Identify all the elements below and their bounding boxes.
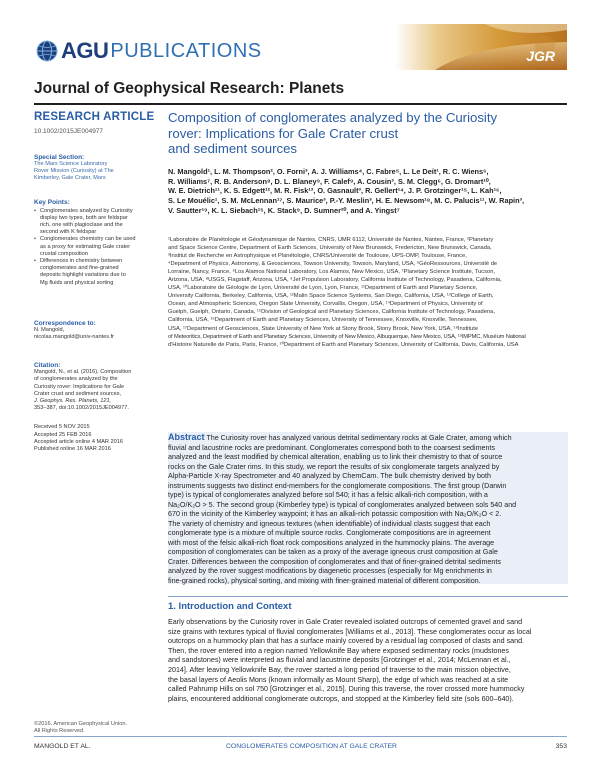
affiliation-line: USA, ¹⁰Laboratoire de Géologie de Lyon, Université de Lyon, Lyon, France, ¹¹Department of Earth and Planetary Science, [168,285,478,292]
affiliation-line: Ocean, and Atmospheric Sciences, Oregon State University, Corvallis, Oregon, USA, ¹⁴Department of Physics, University of [168,301,483,308]
agu-publications-logo [36,37,262,65]
globe-icon [36,40,58,62]
correspondence-heading: Correspondence to: [34,319,96,327]
affiliation-line: ¹Laboratoire de Planétologie et Géodynamique de Nantes, CNRS, UMR 6112, Université de Nantes, Nantes, France, ²Planetary [168,237,494,243]
key-point: • Conglomerates analyzed by Curiosity display two types, both are feldspar rich, one with plagioclase and the second with K feldspar [34,208,156,237]
abstract-line: rocks on the Gale Crater rims. In this study, we report the results of six conglomerate targets analyzed by [168,462,500,471]
author-line: R. Williams⁷, R. B. Anderson⁸, D. L. Blaney⁹, F. Calef⁹, A. Cousin³, S. M. Clegg⁶, G. Dromart¹⁰, [168,176,491,186]
correspondence [34,320,156,341]
abstract-line: Na₂O/K₂O > 5. The second group (Kimberley type) is typical of conglomerates analyzed between sols 540 and [168,500,517,509]
abstract-line: The variety of chemistry and igneous textures (when identifiable) of individual clasts suggest that each [168,519,491,528]
author-line: W. E. Dietrich¹¹, K. S. Edgett¹², M. R. Fisk¹³, O. Gasnault³, R. Gellert¹⁴, J. P. Grotzinger¹⁵, L. Kah¹⁶, [168,186,502,196]
page-number: 353 [555,743,567,750]
journal-title: Journal of Geophysical Research: Planets [34,80,345,97]
affiliation-line: of Meteoritics, Department of Earth and Planetary Sciences, University of New Mexico, Albuquerque, New Mexico, USA, ¹⁹IMPMC, Muséum National [168,333,526,340]
citation-line: Crater crust and sediment sources, [34,390,122,397]
body-line: size grains with textures typical of fluvial conglomerates [Williams et al., 2013]. These conglomerates occur as local [168,627,532,636]
correspondence-email[interactable]: nicolas.mangold@univ-nantes.fr [34,334,114,341]
citation-heading: Citation: [34,362,61,370]
affiliation-line: ⁴Department of Physics, Astronomy, & Geosciences, Towson University, Towson, Maryland, USA, ⁵GéoRessources, Université de [168,261,498,268]
article-type-label: RESEARCH ARTICLE [34,111,155,123]
copyright-line: All Rights Reserved. [34,728,85,735]
header-divider [34,103,567,105]
article-dates [34,424,156,453]
special-section-line[interactable]: Kimberley, Gale Crater, Mars [34,175,106,182]
key-points [34,199,156,287]
body-line: outcrops on a hummocky plain that has a surface mainly covered by a residual lag composed of clasts and sand. [168,637,525,646]
author-line: N. Mangold¹, L. M. Thompson², O. Forni³, A. J. Williams⁴, C. Fabre⁵, L. Le Deít¹, R. C. Wiens⁶, [168,167,489,176]
date-accepted: Accepted 25 FEB 2016 [34,431,92,438]
key-point: • Differences in chemistry between conglomerates and fine-grained deposits highlight variations due to Mg fluids and physical sorting [34,258,156,287]
logo-agu-text: AGU [61,38,109,63]
article-title [168,110,568,157]
affiliation-line: d'Histoire Naturelle de Paris, Paris, France, ²⁰Department of Earth and Planetary Sciences, University of California, Davis, California, USA [168,341,519,348]
abstract-line: with most of the felsic alkali-rich float rock compositions analyzed in the hummocky plains. The average [168,538,495,547]
body-line: the basal layers of Aeolis Mons (known informally as Mount Sharp), the edge of which was reached at a site [168,675,509,684]
date-accepted-online: Accepted article online 4 MAR 2016 [34,438,123,445]
abstract-line: instruments suggests two distinct end-members for the conglomerate compositions. The first group (Darwin [168,481,507,490]
copyright-line: ©2016. American Geophysical Union. [34,721,128,727]
body-text [168,618,568,704]
section-heading: 1. Introduction and Context [168,601,292,612]
title-line: and sediment sources [168,141,298,156]
citation-line: Mangold, N., et al. (2016), Composition [34,369,132,376]
body-line: called Pahrump Hills on sol 750 [Grotzinger et al., 2015]. During this traverse, the rover crossed more hummocky [168,685,525,694]
author-list [168,167,568,216]
correspondence-name: N. Mangold, [34,326,65,333]
abstract-line: fine-grained rocks), physical sorting, and mixing with finer-grained material of different composition. [168,576,481,585]
citation [34,362,156,412]
footer-authors: MANGOLD ET AL. [34,743,91,750]
abstract-line-first: Abstract The Curiosity rover has analyzed various detrital sedimentary rocks at Gale Crater, among which [168,432,512,442]
abstract-line: 670 in the vicinity of the Kimberley waypoint; it has an alkali-rich potassic composition with Na₂O/K₂O < 2. [168,510,502,518]
abstract [168,433,568,586]
abstract-line: analyzed and the least modified by chemical alteration, enabling us to link their chemistry to that of source [168,453,503,461]
body-line: and sandstones) were interpreted as fluvial and lacustrine deposits [Grotzinger et al., 2014; McLennan et al., [168,656,511,665]
date-received: Received 5 NOV 2015 [34,424,90,431]
affiliation-line: California, USA, ¹⁶Department of Earth and Planetary Sciences, University of Tennessee, Knoxville, Knoxville, Tennessee, [168,317,478,324]
body-line: Early observations by the Curiosity rover in Gale Crater revealed isolated outcrops of cemented gravel and sand [168,618,523,626]
abstract-line: Crater. Differences between the composition of conglomerates and that of finer-grained detrital sediments [168,557,501,566]
abstract-line: analyzed by the rover suggest modifications by diagenetic processes (especially for Mg enrichments in [168,567,492,575]
citation-line: J. Geophys. Res. Planets, 121, [34,398,112,405]
date-published: Published online 16 MAR 2016 [34,446,111,453]
affiliations [168,236,568,349]
key-point: • Conglomerates chemistry can be used as a proxy for estimating Gale crater crustal composition [34,236,156,258]
special-section-line[interactable]: Rover Mission (Curiosity) at The [34,168,114,175]
copyright [34,721,156,735]
special-section-heading: Special Section: [34,154,85,161]
abstract-line: Alpha-Particle X-ray Spectrometer and 40 analyzed by ChemCam. The bulk chemistry derived by both [168,472,491,480]
special-section-line[interactable]: The Mars Science Laboratory [34,161,108,167]
affiliation-line: Lorraine, Nancy, France, ⁶Los Alamos National Laboratory, Los Alamos, New Mexico, USA, ⁷Planetary Science Institute, Tucson, [168,269,496,276]
body-line: plains, encountered additional conglomerate outcrops, and stopped at the Kimberley field site (sols 600–640). [168,694,514,703]
jgr-banner [395,24,567,70]
abstract-line: type) is typical of conglomerates analyzed before sol 540; it has a felsic alkali-rich composition, with a [168,491,488,499]
left-sidebar [34,111,156,453]
key-points-heading: Key Points: [34,198,70,206]
abstract-line: composition of conglomerates can be taken as a proxy of the average igneous crust composition at Gale [168,548,498,556]
abstract-line: fluvial and lacustrine rocks are predominant. Conglomerates correspond both to the coarsest sediments [168,443,496,452]
author-line: S. Le Mouélic¹, S. M. McLennan¹⁷, S. Maurice³, P.-Y. Meslin³, H. E. Newsom¹⁸, M. C. Palucis¹¹, W. Rapin³, [168,196,525,206]
body-line: Then, the rover entered into a region named Yellowknife Bay where exposed sedimentary rocks (mudstones [168,646,509,655]
affiliation-line: ³Institut de Recherche en Astrophysique et Planétologie, CNRS/Université de Toulouse, UPS-OMP, Toulouse, France, [168,253,467,260]
citation-line: 353–387, doi:10.1002/2015JE004977. [34,405,129,412]
abstract-heading: Abstract [168,432,205,442]
doi[interactable]: 10.1002/2015JE004977 [34,128,104,135]
citation-line: Curiosity rover: Implications for Gale [34,383,125,390]
footer-running-title: CONGLOMERATES COMPOSITION AT GALE CRATER [226,743,397,750]
citation-line: of conglomerates analyzed by the [34,376,118,383]
affiliation-line: USA, ¹⁷Department of Geosciences, State University of New York at Stony Brook, Stony Brook, New York, USA, ¹⁸Institute [168,325,479,332]
jgr-label: JGR [526,48,555,64]
affiliation-line: University California, Berkeley, California, USA, ¹²Malin Space Science Systems, San Diego, California, USA, ¹³College of Earth, [168,293,494,300]
section-divider [168,596,568,597]
title-line: Composition of conglomerates analyzed by the Curiosity [168,110,498,125]
footer-divider [34,736,567,737]
author-line: V. Sautter¹⁹, K. L. Siebach¹⁵, K. Stack⁹, D. Sumner²⁰, and A. Yingst⁷ [168,205,400,215]
title-line: rover: Implications for Gale Crater crust [168,125,399,141]
affiliation-line: and Space Science Centre, Department of Earth Sciences, University of New Brunswick, Fredericton, New Brunswick, Canada, [168,245,492,252]
body-line: 2014]. After leaving Yellowknife Bay, the rover started a long period of traverse to the main mission objective, [168,665,511,674]
affiliation-line: Arizona, USA, ⁸USGS, Flagstaff, Arizona, USA, ⁹Jet Propulsion Laboratory, California Institute of Technology, Pasadena, California, [168,277,502,284]
affiliation-line: Guelph, Guelph, Ontario, Canada, ¹⁵Division of Geological and Planetary Sciences, California Institute of Technology, Pasadena, [168,309,495,316]
logo-publications-text: PUBLICATIONS [110,39,262,62]
special-section [34,154,156,183]
abstract-line: conglomerate type is a mixture of multiple source rocks. Conglomerate compositions are in agreement [168,529,491,537]
